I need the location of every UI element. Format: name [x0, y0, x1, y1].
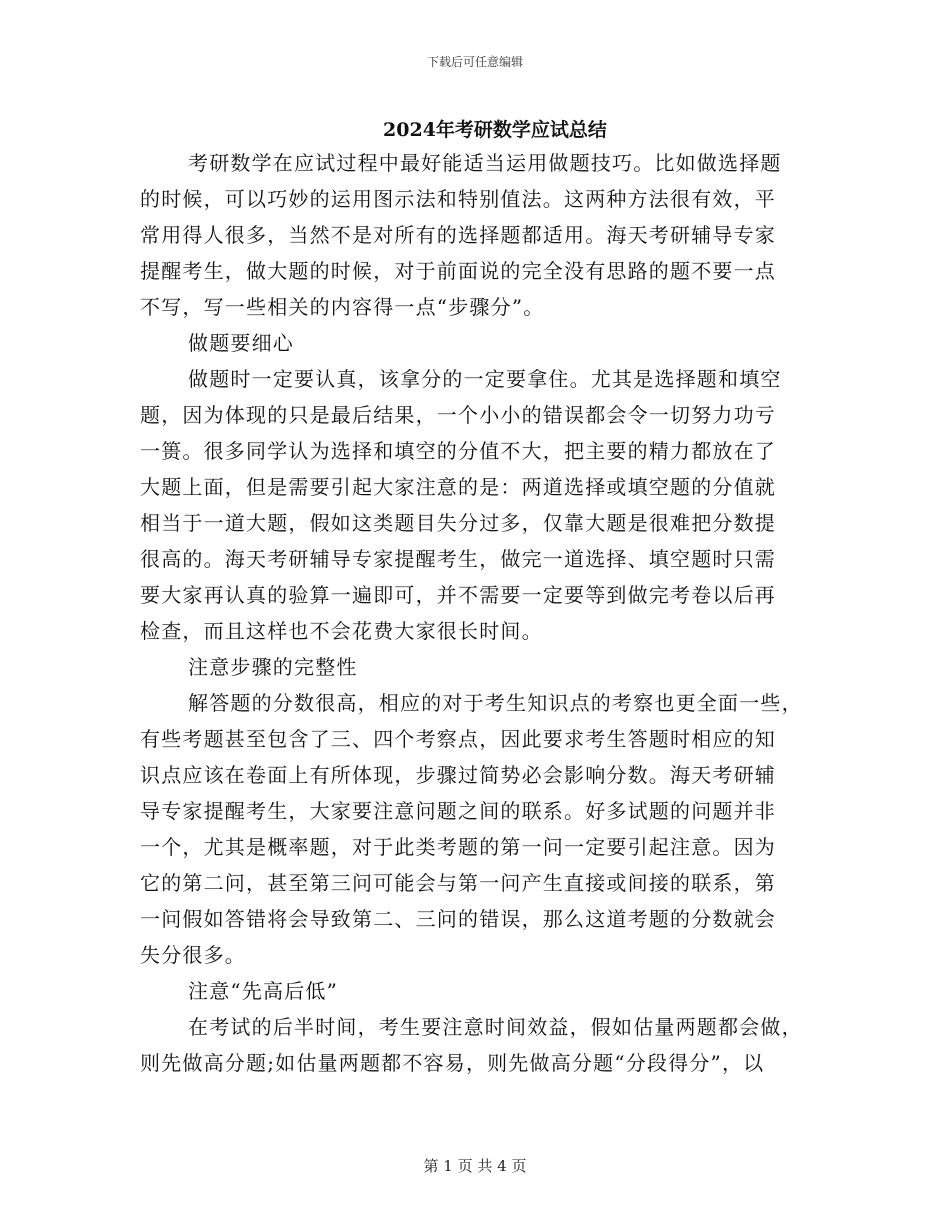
- paragraph-line: 有些考题甚至包含了三、四个考察点，因此要求考生答题时相应的知: [140, 727, 776, 751]
- paragraph-line: 检查，而且这样也不会花费大家很长时间。: [140, 619, 543, 643]
- paragraph-line: 很高的。海天考研辅导专家提醒考生，做完一道选择、填空题时只需: [140, 547, 776, 571]
- paragraph-line: 提醒考生，做大题的时候，对于前面说的完全没有思路的题不要一点: [140, 259, 776, 283]
- paragraph-line: 则先做高分题;如估量两题都不容易，则先做高分题“分段得分”，以: [140, 1051, 765, 1075]
- page-footer: 第 1 页 共 4 页: [423, 1157, 527, 1175]
- paragraph-line: 它的第二问，甚至第三问可能会与第一问产生直接或间接的联系，第: [140, 871, 776, 895]
- header-note: 下载后可任意编辑: [426, 55, 523, 69]
- section-heading: 注意“先高后低”: [188, 979, 339, 1003]
- body-text: [140, 150, 820, 1086]
- paragraph-line: 失分很多。: [140, 943, 246, 967]
- paragraph-line: 题，因为体现的只是最后结果，一个小小的错误都会令一切努力功亏: [140, 403, 776, 427]
- paragraph-line: 不写，写一些相关的内容得一点“步骤分”。: [140, 295, 545, 319]
- paragraph-line: 解答题的分数很高，相应的对于考生知识点的考察也更全面一些，: [188, 691, 803, 715]
- paragraph-line: 大题上面，但是需要引起大家注意的是：两道选择或填空题的分值就: [140, 475, 776, 499]
- paragraph-line: 相当于一道大题，假如这类题目失分过多，仅靠大题是很难把分数提: [140, 511, 776, 535]
- section-heading: 注意步骤的完整性: [188, 655, 358, 679]
- paragraph-line: 做题时一定要认真，该拿分的一定要拿住。尤其是选择题和填空: [188, 367, 782, 391]
- section-heading: 做题要细心: [188, 331, 294, 355]
- paragraph-line: 的时候，可以巧妙的运用图示法和特别值法。这两种方法很有效，平: [140, 187, 776, 211]
- paragraph-line: 在考试的后半时间，考生要注意时间效益，假如估量两题都会做，: [188, 1015, 803, 1039]
- paragraph-line: 一个，尤其是概率题，对于此类考题的第一问一定要引起注意。因为: [140, 835, 776, 859]
- paragraph-line: 常用得人很多，当然不是对所有的选择题都适用。海天考研辅导专家: [140, 223, 776, 247]
- paragraph-line: 一篑。很多同学认为选择和填空的分值不大，把主要的精力都放在了: [140, 439, 776, 463]
- document-title: 2024年考研数学应试总结: [383, 119, 607, 141]
- paragraph-line: 一问假如答错将会导致第二、三问的错误，那么这道考题的分数就会: [140, 907, 776, 931]
- paragraph-line: 考研数学在应试过程中最好能适当运用做题技巧。比如做选择题: [188, 151, 782, 175]
- paragraph-line: 识点应该在卷面上有所体现，步骤过简势必会影响分数。海天考研辅: [140, 763, 776, 787]
- paragraph-line: 导专家提醒考生，大家要注意问题之间的联系。好多试题的问题并非: [140, 799, 776, 823]
- paragraph-line: 要大家再认真的验算一遍即可，并不需要一定要等到做完考卷以后再: [140, 583, 776, 607]
